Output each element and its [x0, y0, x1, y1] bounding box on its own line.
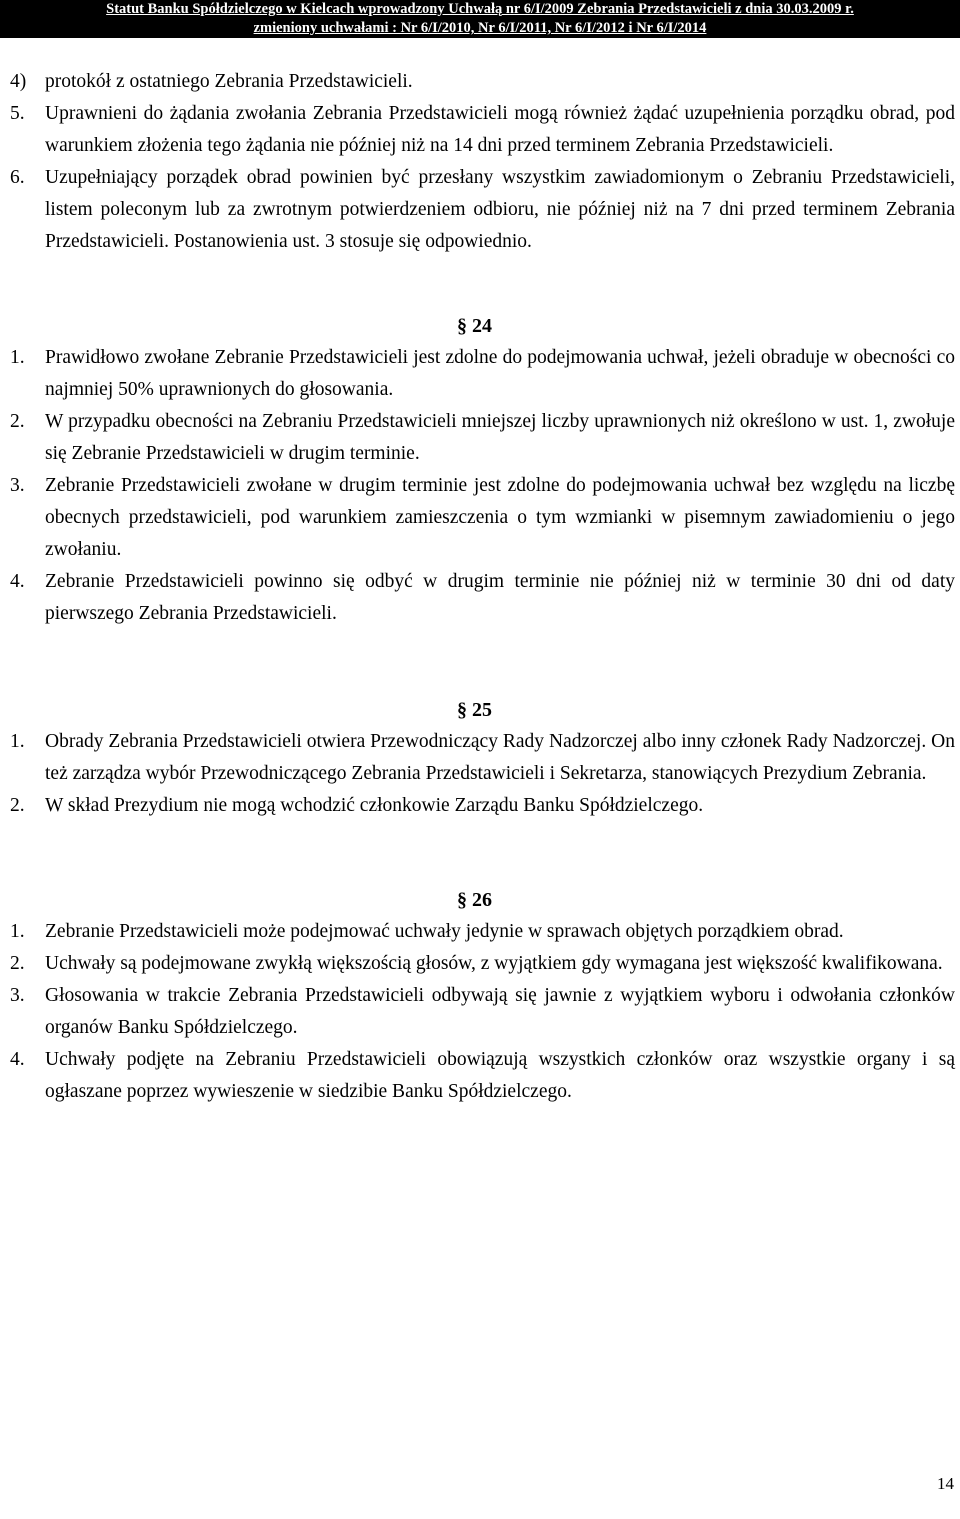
- item-number: 6.: [10, 167, 25, 188]
- item-number: 4.: [10, 1049, 25, 1070]
- item-number: 5.: [10, 103, 25, 124]
- item-number: 1.: [10, 347, 25, 368]
- item-number: 3.: [10, 475, 25, 496]
- section-heading-24: [0, 310, 955, 342]
- page-number: 14: [937, 1474, 954, 1493]
- item-text: Zebranie Przedstawicieli powinno się odbyć w drugim terminie nie później niż w terminie 30 dni od daty pierwszego Zebrania Przedstawicieli.: [45, 571, 955, 624]
- item-number: 4): [10, 71, 27, 92]
- section-number: 24: [472, 315, 492, 337]
- section-heading-26: [0, 884, 955, 916]
- item-number: 3.: [10, 985, 25, 1006]
- document-header: [0, 0, 960, 38]
- list-item: [10, 98, 955, 162]
- item-text: Uprawnieni do żądania zwołania Zebrania Przedstawicieli mogą również żądać uzupełnienia porządku obrad, pod warunkiem złożenia tego żądania nie później niż na 14 dni przed terminem Zebrania Przedstawicieli.: [45, 103, 955, 156]
- list-item: [10, 980, 955, 1044]
- item-text: Obrady Zebrania Przedstawicieli otwiera Przewodniczący Rady Nadzorczej albo inny członek Rady Nadzorczej. On też zarządza wybór Przewodniczącego Zebrania Przedstawicieli i Sekretarza, stanowiących Prezydium Zebrania.: [45, 731, 955, 784]
- item-number: 1.: [10, 921, 25, 942]
- item-text: W przypadku obecności na Zebraniu Przedstawicieli mniejszej liczby uprawnionych niż określono w ust. 1, zwołuje się Zebranie Przedstawicieli w drugim terminie.: [45, 411, 955, 464]
- item-text: Uzupełniający porządek obrad powinien być przesłany wszystkim zawiadomionym o Zebraniu Przedstawicieli, listem poleconym lub za zwrotnym potwierdzeniem odbioru, nie później niż na 7 dni przed terminem Zebrania Przedstawicieli. Postanowienia ust. 3 stosuje się odpowiednio.: [45, 167, 955, 252]
- item-text: Uchwały są podejmowane zwykłą większością głosów, z wyjątkiem gdy wymagana jest większość kwalifikowana.: [45, 953, 943, 974]
- item-text: Uchwały podjęte na Zebraniu Przedstawicieli obowiązują wszystkich członków oraz wszystkie organy i są ogłaszane poprzez wywieszenie w siedzibie Banku Spółdzielczego.: [45, 1049, 955, 1102]
- section-symbol: §: [457, 315, 467, 337]
- item-text: W skład Prezydium nie mogą wchodzić członkowie Zarządu Banku Spółdzielczego.: [45, 795, 704, 816]
- list-item: [10, 162, 955, 258]
- section-symbol: §: [457, 699, 467, 721]
- document-body: [10, 66, 955, 1108]
- list-item: [10, 916, 955, 948]
- section-symbol: §: [457, 889, 467, 911]
- item-number: 2.: [10, 411, 25, 432]
- list-item: [10, 790, 955, 822]
- item-text: Zebranie Przedstawicieli może podejmować uchwały jedynie w sprawach objętych porządkiem obrad.: [45, 921, 844, 942]
- list-item: [10, 948, 955, 980]
- item-number: 2.: [10, 795, 25, 816]
- list-item: [10, 342, 955, 406]
- list-item: [10, 726, 955, 790]
- item-text: Prawidłowo zwołane Zebranie Przedstawicieli jest zdolne do podejmowania uchwał, jeżeli obraduje w obecności co najmniej 50% uprawnionych do głosowania.: [45, 347, 955, 400]
- item-number: 4.: [10, 571, 25, 592]
- item-number: 2.: [10, 953, 25, 974]
- section-number: 25: [472, 699, 492, 721]
- section-heading-25: [0, 694, 955, 726]
- item-text: Głosowania w trakcie Zebrania Przedstawicieli odbywają się jawnie z wyjątkiem wyboru i odwołania członków organów Banku Spółdzielczego.: [45, 985, 955, 1038]
- item-number: 1.: [10, 731, 25, 752]
- item-text: Zebranie Przedstawicieli zwołane w drugim terminie jest zdolne do podejmowania uchwał bez względu na liczbę obecnych przedstawicieli, pod warunkiem zamieszczenia o tym wzmianki w pisemnym zawiadomieniu o jego zwołaniu.: [45, 475, 955, 560]
- item-text: protokół z ostatniego Zebrania Przedstawicieli.: [45, 71, 413, 92]
- list-item: [10, 406, 955, 470]
- list-item: [10, 1044, 955, 1108]
- list-item: [10, 470, 955, 566]
- list-item: [10, 66, 955, 98]
- section-number: 26: [472, 889, 492, 911]
- header-line-2: zmieniony uchwałami : Nr 6/I/2010, Nr 6/I/2011, Nr 6/I/2012 i Nr 6/I/2014: [253, 20, 707, 36]
- header-line-1: Statut Banku Spółdzielczego w Kielcach wprowadzony Uchwałą nr 6/I/2009 Zebrania Przedstawicieli z dnia 30.03.2009 r.: [106, 1, 854, 17]
- list-item: [10, 566, 955, 630]
